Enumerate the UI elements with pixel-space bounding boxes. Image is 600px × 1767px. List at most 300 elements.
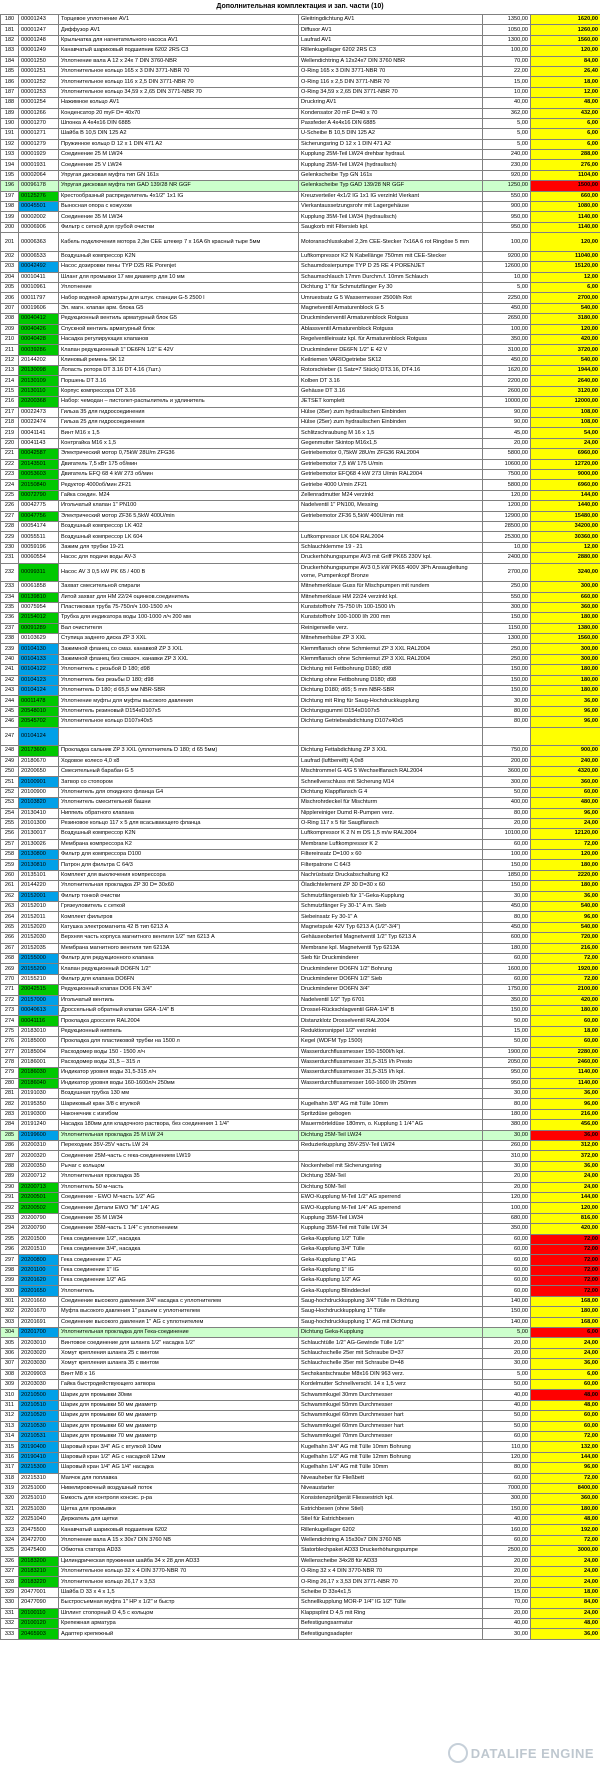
price: 250,00: [483, 582, 531, 592]
row-number: 277: [1, 1047, 19, 1057]
name-russian: Соединение 35 M LW34: [59, 1213, 299, 1223]
price: 7500,00: [483, 470, 531, 480]
article-number: 20210510: [19, 1400, 59, 1410]
article-number: 00047756: [19, 511, 59, 521]
price: 2050,00: [483, 1057, 531, 1067]
article-number: 00041141: [19, 428, 59, 438]
name-russian: Пружинное кольцо D 12 x 1 DIN 471 A2: [59, 139, 299, 149]
price: 60,00: [483, 1535, 531, 1545]
row-number: 239: [1, 644, 19, 654]
article-number: 20185004: [19, 1047, 59, 1057]
table-row: [1, 798, 600, 808]
name-russian: Соединение 25M-часть с гека-соединением LW19: [59, 1151, 299, 1161]
name-german: Wellenscheibe 34x28 für AD33: [299, 1556, 483, 1566]
row-number: 180: [1, 15, 19, 25]
name-german: U-Scheibe B 10,5 DIN 125 A2: [299, 129, 483, 139]
table-row: [1, 376, 600, 386]
name-russian: Насос дозировки пены TYP D25 RE Porenjet: [59, 262, 299, 272]
name-german: Distanzklotz Drosselventil RAL2004: [299, 1016, 483, 1026]
name-german: Kupplung 35M-Teil LW34 (hydraulisch): [299, 212, 483, 222]
table-row: [1, 1286, 600, 1296]
row-number: 284: [1, 1120, 19, 1130]
row-number: 299: [1, 1276, 19, 1286]
name-german: Befestigungsadapter: [299, 1629, 483, 1639]
price-total: 180,00: [531, 675, 600, 685]
name-german: Motoranschlusskabel 2,3m CEE-Stecker 7x16A 6 rot Ringöse 5 mm: [299, 233, 483, 252]
row-number: 326: [1, 1556, 19, 1566]
price: 1250,00: [483, 181, 531, 191]
name-russian: Уплотнитель D 180; d 65,5 мм NBR-SBR: [59, 686, 299, 696]
row-number: 302: [1, 1307, 19, 1317]
price: 40,00: [483, 1390, 531, 1400]
table-row: [1, 501, 600, 511]
price: 20,00: [483, 1172, 531, 1182]
row-number: 316: [1, 1452, 19, 1462]
article-number: 00001266: [19, 108, 59, 118]
price: 380,00: [483, 1120, 531, 1130]
name-russian: Электрический мотор 0,75kW 28U/m ZFG36: [59, 449, 299, 459]
price: 150,00: [483, 881, 531, 891]
price-total: 216,00: [531, 943, 600, 953]
row-number: 245: [1, 706, 19, 716]
article-number: 20180670: [19, 756, 59, 766]
row-number: 240: [1, 654, 19, 664]
price: 30,00: [483, 1130, 531, 1140]
table-row: [1, 686, 600, 696]
name-russian: Шаровый кран 1/4" AG 1/4" насадка: [59, 1463, 299, 1473]
price: 1750,00: [483, 985, 531, 995]
price: 150,00: [483, 613, 531, 623]
article-number: 20199600: [19, 1130, 59, 1140]
price-total: 24,00: [531, 1348, 600, 1358]
article-number: 00099311: [19, 563, 59, 582]
article-number: 20195350: [19, 1099, 59, 1109]
article-number: 20201660: [19, 1296, 59, 1306]
name-german: O-Ring 26,17 x 3,53 DIN 3771-NBR 70: [299, 1577, 483, 1587]
price-total: 360,00: [531, 602, 600, 612]
name-german: Schwammkugel 70mm Durchmesser: [299, 1431, 483, 1441]
price-total: 36,00: [531, 1089, 600, 1099]
name-german: Dichtung D180; d65; 5 mm NBR-SBR: [299, 686, 483, 696]
table-row: [1, 334, 600, 344]
table-row: [1, 511, 600, 521]
table-row: [1, 1307, 600, 1317]
price-total: 312,00: [531, 1141, 600, 1151]
price: 3100,00: [483, 345, 531, 355]
row-number: 273: [1, 1005, 19, 1015]
name-german: Wasserdurchflussmesser 150-1500l/h kpl.: [299, 1047, 483, 1057]
name-german: Membrane Luftkompressor K 2: [299, 839, 483, 849]
name-russian: Воздушный компрессор LK 402: [59, 521, 299, 531]
price-total: 1440,00: [531, 501, 600, 511]
price: 40,00: [483, 1515, 531, 1525]
name-german: Dichtung 25M-Teil LW24: [299, 1130, 483, 1140]
article-number: 20185000: [19, 1037, 59, 1047]
table-row: [1, 1577, 600, 1587]
table-row: [1, 490, 600, 500]
price-total: 2640,00: [531, 376, 600, 386]
name-russian: Двигатель 7,5 кВт 175 об/мин: [59, 459, 299, 469]
row-number: 249: [1, 756, 19, 766]
article-number: 20190410: [19, 1452, 59, 1462]
row-number: 323: [1, 1525, 19, 1535]
name-german: Kupplung 25M-Teil LW24 (hydraulisch): [299, 160, 483, 170]
price: 150,00: [483, 1307, 531, 1317]
row-number: 256: [1, 829, 19, 839]
name-russian: Уплотнитель с резьбой D 180; d98: [59, 665, 299, 675]
article-number: 00041116: [19, 1016, 59, 1026]
name-german: Druckerhöhungspumpe AV3 mit Griff PK65 230V kpl.: [299, 553, 483, 563]
price: 60,00: [483, 839, 531, 849]
article-number: 20101300: [19, 818, 59, 828]
price-total: 300,00: [531, 644, 600, 654]
price-total: 6,00: [531, 1369, 600, 1379]
name-russian: Вал очистителя: [59, 623, 299, 633]
name-german: Wasserdurchflussmesser 31,5-315 l/h Presto: [299, 1057, 483, 1067]
article-number: 00061858: [19, 582, 59, 592]
article-number: 20475400: [19, 1546, 59, 1556]
name-russian: Верхняя часть корпуса магнитного вентиля 1/2" тип 6213 A: [59, 933, 299, 943]
name-german: Getriebemotor ZF36 5,5kW 400U/min mit: [299, 511, 483, 521]
name-german: Membrane kpl. Magnetventil Typ 6213A: [299, 943, 483, 953]
name-russian: Уплотнительная прокладка для Гека-соединение: [59, 1328, 299, 1338]
table-row: [1, 1483, 600, 1493]
name-german: Luftkompressor K2 N Kabellänge 750mm mit CEE-Stecker: [299, 251, 483, 261]
price: 22,00: [483, 66, 531, 76]
name-russian: Хомут крепления шланга 25 с винтом: [59, 1348, 299, 1358]
table-row: [1, 602, 600, 612]
price-total: 1560,00: [531, 35, 600, 45]
price: 310,00: [483, 1151, 531, 1161]
price-total: 1560,00: [531, 634, 600, 644]
price: 7000,00: [483, 1483, 531, 1493]
table-row: [1, 1328, 600, 1338]
table-row: [1, 324, 600, 334]
name-german: Dichtung Getriebeabdichtung D107x40x5: [299, 717, 483, 727]
article-number: 00001929: [19, 150, 59, 160]
price-total: 48,00: [531, 1390, 600, 1400]
article-number: 20200350: [19, 1161, 59, 1171]
row-number: 183: [1, 46, 19, 56]
article-number: 00104130: [19, 644, 59, 654]
price-total: [531, 727, 600, 746]
price-total: 540,00: [531, 922, 600, 932]
price-total: 180,00: [531, 613, 600, 623]
name-german: Saug-hochdruckkupplung 1" AG mit Dichtung: [299, 1317, 483, 1327]
price: 250,00: [483, 654, 531, 664]
row-number: 331: [1, 1608, 19, 1618]
row-number: 253: [1, 798, 19, 808]
price: 350,00: [483, 334, 531, 344]
name-german: Saug-Hochdruckkupplung 1" Tülle: [299, 1307, 483, 1317]
price: 3600,00: [483, 766, 531, 776]
name-russian: Шайба D 33 x 4 x 1,5: [59, 1587, 299, 1597]
row-number: 286: [1, 1141, 19, 1151]
table-row: [1, 964, 600, 974]
name-german: Schwammkugel 50mm Durchmesser: [299, 1400, 483, 1410]
name-russian: Винт M16 x 1,5: [59, 428, 299, 438]
name-german: O-Ring 165 x 3 DIN 3771-NBR 70: [299, 66, 483, 76]
price: 180,00: [483, 943, 531, 953]
price: 30,00: [483, 1161, 531, 1171]
name-russian: Соединение 25 V LW24: [59, 160, 299, 170]
table-row: [1, 717, 600, 727]
row-number: 251: [1, 777, 19, 787]
row-number: 231: [1, 553, 19, 563]
table-row: [1, 438, 600, 448]
row-number: 322: [1, 1515, 19, 1525]
table-row: [1, 1005, 600, 1015]
table-row: [1, 613, 600, 623]
price-total: 30360,00: [531, 532, 600, 542]
article-number: 20152030: [19, 933, 59, 943]
article-number: 00042775: [19, 501, 59, 511]
price-total: 288,00: [531, 150, 600, 160]
name-german: Schlitzschraubung M 16 x 1,5: [299, 428, 483, 438]
article-number: 20150840: [19, 480, 59, 490]
price-total: 96,00: [531, 1463, 600, 1473]
name-german: Kondensator 20 mF D=40 x 70: [299, 108, 483, 118]
name-russian: Воздушная трубка 130 мм: [59, 1089, 299, 1099]
table-row: [1, 839, 600, 849]
price-total: 24,00: [531, 438, 600, 448]
price: 920,00: [483, 170, 531, 180]
row-number: 254: [1, 808, 19, 818]
price-total: 24,00: [531, 1338, 600, 1348]
article-number: 00001931: [19, 160, 59, 170]
name-german: Filtereinsatz D=100 x 60: [299, 850, 483, 860]
name-russian: Прокладка дросселя RAL2004: [59, 1016, 299, 1026]
name-german: Dichtung Geka-Kupplung: [299, 1328, 483, 1338]
price-total: 456,00: [531, 1120, 600, 1130]
name-russian: Маячок для поплавка: [59, 1473, 299, 1483]
article-number: 20477090: [19, 1598, 59, 1608]
price: 10600,00: [483, 459, 531, 469]
article-number: 20183220: [19, 1577, 59, 1587]
price-total: 144,00: [531, 1452, 600, 1462]
name-russian: Двигатель EFQ 68 4 kW 273 об/мин: [59, 470, 299, 480]
price: 150,00: [483, 675, 531, 685]
table-row: [1, 1089, 600, 1099]
name-german: Dichtung mit Ring für Saug-Hochdruckkupplung: [299, 696, 483, 706]
article-number: 20100120: [19, 1618, 59, 1628]
row-number: 259: [1, 860, 19, 870]
price: 260,00: [483, 1141, 531, 1151]
article-number: 00011478: [19, 696, 59, 706]
article-number: 20200501: [19, 1192, 59, 1202]
name-german: Dichtung ohne Fettbohrung D180; d98: [299, 675, 483, 685]
name-russian: Зажим для трубки 19-21: [59, 542, 299, 552]
name-german: Druckerhöhungspumpe AV3 0,5 kW PK65 400V 3Ph Ansaugleitung vorne, Pumpenkopf Bronze: [299, 563, 483, 582]
name-german: Getriebemotor 7,5 kW 175 U/min: [299, 459, 483, 469]
article-number: 00104133: [19, 654, 59, 664]
price: 950,00: [483, 1078, 531, 1088]
name-russian: Катушка электромагнита 42 В тип 6213 A: [59, 922, 299, 932]
article-number: 20130026: [19, 839, 59, 849]
price-total: 96,00: [531, 706, 600, 716]
price: 60,00: [483, 1431, 531, 1441]
name-german: Gelenkscheibe Typ GN 161s: [299, 170, 483, 180]
table-row: [1, 808, 600, 818]
article-number: 00125276: [19, 191, 59, 201]
name-russian: Расходомер воды 31,5 – 315 л: [59, 1057, 299, 1067]
row-number: 278: [1, 1057, 19, 1067]
row-number: 191: [1, 129, 19, 139]
table-row: [1, 756, 600, 766]
price-total: 60,00: [531, 1411, 600, 1421]
name-german: Filterpatrone C 64/3: [299, 860, 483, 870]
name-russian: Шплинт стопорный D 4,5 с кольцом: [59, 1608, 299, 1618]
row-number: 241: [1, 665, 19, 675]
article-number: 20201650: [19, 1286, 59, 1296]
row-number: 252: [1, 787, 19, 797]
table-row: [1, 251, 600, 261]
article-number: 20465903: [19, 1629, 59, 1639]
price-total: 84,00: [531, 56, 600, 66]
price: 60,00: [483, 1473, 531, 1483]
price: 80,00: [483, 706, 531, 716]
price: 1050,00: [483, 25, 531, 35]
name-russian: Спускной вентиль арматурный блок: [59, 324, 299, 334]
table-row: [1, 1120, 600, 1130]
table-row: [1, 1556, 600, 1566]
article-number: 20251010: [19, 1494, 59, 1504]
price: 5,00: [483, 1369, 531, 1379]
price-total: 540,00: [531, 902, 600, 912]
table-row: [1, 1421, 600, 1431]
price-total: 4320,00: [531, 766, 600, 776]
article-number: 20191240: [19, 1120, 59, 1130]
name-german: Mitnehmerklaue Guss für Mischpumpen mit rundem: [299, 582, 483, 592]
price-total: 72,00: [531, 1473, 600, 1483]
article-number: 00139810: [19, 592, 59, 602]
price-total: 432,00: [531, 108, 600, 118]
name-german: Spritzdüse gebogen: [299, 1109, 483, 1119]
row-number: 289: [1, 1172, 19, 1182]
price-total: 48,00: [531, 1515, 600, 1525]
name-german: Scheibe D 33x4x1,5: [299, 1587, 483, 1597]
article-number: 20152011: [19, 912, 59, 922]
price: 450,00: [483, 355, 531, 365]
name-russian: Адаптер крепежный: [59, 1629, 299, 1639]
article-number: 20200800: [19, 1255, 59, 1265]
name-german: Magnetspule 42V Typ 6213 A (1/2"-3/4"): [299, 922, 483, 932]
article-number: 20191030: [19, 1089, 59, 1099]
price: 90,00: [483, 407, 531, 417]
name-german: Kugelhahn 3/8" AG mit Tülle 10mm: [299, 1099, 483, 1109]
name-russian: Цилиндрическая пружинная шайба 34 x 28 для AD33: [59, 1556, 299, 1566]
article-number: 00010411: [19, 272, 59, 282]
price-total: 480,00: [531, 798, 600, 808]
table-row: [1, 303, 600, 313]
price: 1600,00: [483, 964, 531, 974]
row-number: 265: [1, 922, 19, 932]
price: 300,00: [483, 1494, 531, 1504]
name-russian: Уплотнение муфты для муфты высокого давления: [59, 696, 299, 706]
name-german: O-Ring 116 x 2,5 DIN 3771-NBR 70: [299, 77, 483, 87]
price: 20,00: [483, 1338, 531, 1348]
name-german: Schlauchschelle 25er mit Schraube D=37: [299, 1348, 483, 1358]
row-number: 318: [1, 1473, 19, 1483]
table-row: [1, 777, 600, 787]
article-number: 00039286: [19, 345, 59, 355]
article-number: 00091289: [19, 623, 59, 633]
price: 70,00: [483, 1598, 531, 1608]
price: 80,00: [483, 912, 531, 922]
name-russian: Насадка 180мм для кладочного раствора, без соединения 1 1/4": [59, 1120, 299, 1130]
name-german: Druckminderer DO6FN 3/4": [299, 985, 483, 995]
row-number: 197: [1, 191, 19, 201]
row-number: 225: [1, 490, 19, 500]
price: 20,00: [483, 1348, 531, 1358]
price: 550,00: [483, 592, 531, 602]
name-german: Kupplung 25M-Teil LW24 drehbar hydraul.: [299, 150, 483, 160]
name-german: O-Ring 32 x 4 DIN 3770-NBR 70: [299, 1567, 483, 1577]
price-total: 660,00: [531, 592, 600, 602]
name-russian: Уплотнительная прокладка 35: [59, 1172, 299, 1182]
table-row: [1, 1338, 600, 1348]
name-german: Wellendichtring A 12x24x7 DIN 3760 NBR: [299, 56, 483, 66]
name-german: Druckminderer DO6FN 1/2" Bohrung: [299, 964, 483, 974]
name-german: Kupplung 35M-Teil mit Tülle LW 34: [299, 1224, 483, 1234]
name-russian: Соединение высокого давления 1" AG с уплотнителем: [59, 1317, 299, 1327]
row-number: 264: [1, 912, 19, 922]
article-number: 00104123: [19, 675, 59, 685]
article-number: 20130410: [19, 808, 59, 818]
price-total: 72,00: [531, 1535, 600, 1545]
article-number: 00054174: [19, 521, 59, 531]
row-number: 202: [1, 251, 19, 261]
name-russian: Шарик для промывки 30мм: [59, 1390, 299, 1400]
name-russian: Ниппель обратного клапана: [59, 808, 299, 818]
name-german: Schaumschlauch 17mm Durchm.f. 10mm Schlauch: [299, 272, 483, 282]
price: 5800,00: [483, 480, 531, 490]
price-total: 144,00: [531, 490, 600, 500]
article-number: 00096178: [19, 181, 59, 191]
name-russian: Гека соединение 1/2" AG: [59, 1276, 299, 1286]
name-german: Wasserdurchflussmesser 31,5-315 l/h kpl.: [299, 1068, 483, 1078]
price-total: 24,00: [531, 1182, 600, 1192]
price-total: 180,00: [531, 1307, 600, 1317]
price-total: 48,00: [531, 98, 600, 108]
price-total: 372,00: [531, 1151, 600, 1161]
row-number: 257: [1, 839, 19, 849]
row-number: 208: [1, 314, 19, 324]
name-russian: Диффузор AV1: [59, 25, 299, 35]
table-row: [1, 1161, 600, 1171]
price: 28500,00: [483, 521, 531, 531]
name-russian: Воздушный компрессор LK 604: [59, 532, 299, 542]
article-number: 00001250: [19, 56, 59, 66]
name-russian: Фильтр для редукционного клапана: [59, 953, 299, 963]
name-russian: Фильтр с сеткой для грубой очистки: [59, 222, 299, 232]
table-row: [1, 563, 600, 582]
name-russian: Гека соединение 1/2", насадка: [59, 1234, 299, 1244]
row-number: 330: [1, 1598, 19, 1608]
price-total: 1920,00: [531, 964, 600, 974]
row-number: 229: [1, 532, 19, 542]
article-number: 00022474: [19, 418, 59, 428]
name-german: EWO-Kupplung M-Teil 1/2" AG sperrend: [299, 1192, 483, 1202]
price-total: 72,00: [531, 953, 600, 963]
row-number: 233: [1, 582, 19, 592]
article-number: 00104122: [19, 665, 59, 675]
price: 150,00: [483, 1504, 531, 1514]
table-row: [1, 1380, 600, 1390]
price: 2400,00: [483, 553, 531, 563]
price-total: 1260,00: [531, 25, 600, 35]
article-number: 20251000: [19, 1483, 59, 1493]
